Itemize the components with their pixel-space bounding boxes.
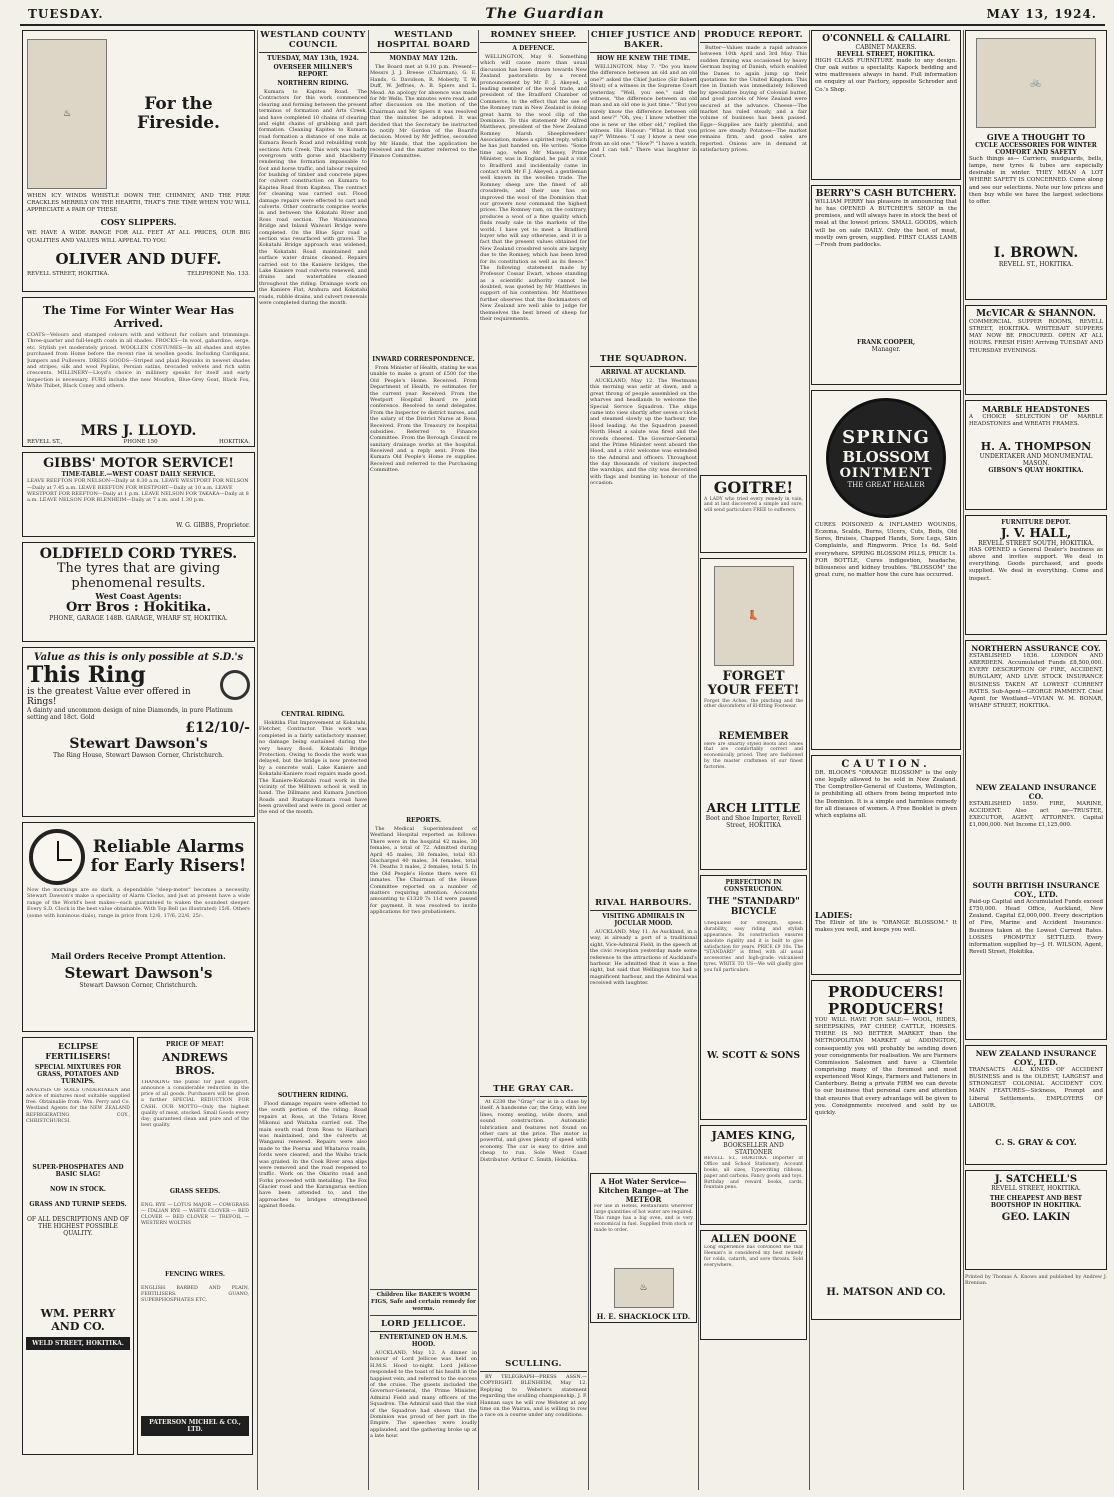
- orr-bros: Orr Bros : Hokitika.: [65, 599, 212, 615]
- paterson-firm: PATERSON MICHEL & CO., LTD.: [141, 1416, 249, 1436]
- blossom-seal-icon: [826, 398, 946, 518]
- ladies-label: LADIES:: [815, 910, 853, 920]
- james-king: JAMES KING,: [711, 1129, 796, 1142]
- squadron-sub: ARRIVAL AT AUCKLAND.: [601, 369, 686, 376]
- james-king-ad: [700, 1125, 807, 1225]
- gray-car-body: At £230 the "Gray" car is in a class by itself. A handsome car, the Gray, with low lines, roomy seating, wide doors, and sound construction. Automatic lubrication and features not found on other cars at the price. The motor is powerful, and gives plenty of speed with economy. The car is easy to drive and cheap to run. Sole West Coast Distributor: Arthur C. Smith, Hokitika.: [480, 1099, 587, 1163]
- andrews-bros-ad: [137, 1037, 253, 1455]
- mcvicar-text: COMMERCIAL SUPPER ROOMS, REVELL STREET, HOKITIKA. WHITEBAIT SUPPERS MAY NOW BE PROCURED. OPEN AT ALL HOURS. FRESH FISH! Arriving TUESDAY AND THURSDAY EVENINGS.: [969, 319, 1103, 354]
- column-rule: [809, 30, 810, 1490]
- column-rule: [588, 30, 589, 1490]
- lloyd-firm: MRS J. LLOYD.: [80, 423, 197, 439]
- hall-firm: J. V. HALL,: [1000, 526, 1072, 540]
- ring-slogan: is the greatest Value ever offered in Rings!: [27, 687, 191, 708]
- baker-worm-figs: Children like BAKER'S WORM FIGS, Safe and certain remedy for worms.: [371, 1292, 476, 1313]
- sculling-body: BY TELEGRAPH—PRESS ASSN.—COPYRIGHT. BLENHEIM, May 12. Replying to Webster's statement regarding the sculling championship, J. P. Hannan says he will row Webster at any time on the Wairau, and is willing to row a race on a course under any conditions.: [480, 1374, 587, 1419]
- ring-address: The Ring House, Stewart Dawson Corner, Christchurch.: [53, 751, 224, 759]
- eclipse-super: SUPER-PHOSPHATES AND BASIC SLAG!: [32, 1164, 124, 1178]
- jellicoe-headline: LORD JELLICOE.: [370, 1319, 477, 1332]
- fireside-ad: [22, 30, 255, 292]
- winter-text: COATS—Velours and stamped colours with and without fur collars and trimmings. Three-quarter and full-length coats in all shades. FROCKS—In wool, gabardine, serge, etc. Stylish yet moderately priced. WOOLLEN COSTUMES—In all shades and styles purchased from Home before the recent rise in woollen goods. Including Cardigans, Jumpers and Pullovers. DRESS GOODS—Striped and plaid Repunks in newest shades and stripes, silk and wool Poplins, Persian satins, brocaded velvets and rich satin crescents. MILLINERY—Lloyd's choice in millinery speaks for itself and early inspection is necessary. FURS include the new Mouflon, Blue-Grey Goat, Black Fox, White Thibet, Black Coney and others.: [27, 332, 250, 390]
- column-2: [259, 30, 367, 1481]
- produce-headline: PRODUCE REPORT.: [700, 30, 807, 43]
- james-sub: BOOKSELLER AND STATIONER: [723, 1142, 784, 1156]
- fireside-range: WE HAVE A WIDE RANGE FOR ALL FEET AT ALL PRICES, OUR BIG QUALITIES AND VALUES WILL APPEAL TO YOU.: [27, 230, 250, 244]
- forget-feet-ad: [700, 558, 807, 870]
- fireside-slogan: WHEN ICY WINDS WHISTLE DOWN THE CHIMNEY, AND THE FIRE CRACKLES MERRILY ON THE HEARTH, THAT'S THE TIME WHEN YOU WILL APPRECIATE A PAIR OF THESE: [27, 193, 250, 214]
- harbours-body: AUCKLAND, May 11. As Auckland, in a way, is already a port of a traditional sight, Vice-Admiral Field, in the speech at the civic reception yesterday made some reference to the attractions of Auckland's harbour. He admitted that it was a fine sight, but said that Wellington too had a magnificent harbour, and the Admiral was received with laughter.: [590, 929, 697, 987]
- meteor-text: For use in Hotels, Restaurants wherever large quantities of hot water are required. This range has a big oven, and is very economical in fuel. Supplied from stock or made to order.: [594, 1204, 693, 1233]
- marble-title: MARBLE HEADSTONES: [982, 404, 1090, 414]
- perry-firm: WM. PERRY AND CO.: [40, 1307, 116, 1333]
- nz-insurance-accident-ad: [965, 1045, 1107, 1165]
- paper-title: The Guardian: [485, 6, 605, 22]
- eclipse-text: ANALYSIS OF SOILS UNDERTAKEN and advice of mixtures most suitable supplied free. Obtainable from: Wm. Perry and Co. Westland Agents for the NEW ZEALAND REFRIGERATING COY., CHRISTCHURCH.: [26, 1088, 130, 1124]
- blossom-ointment-ad: [811, 390, 961, 750]
- chief-justice-body: WELLINGTON, May 7. "Do you know the difference between an old and an old one?" asked the Chief Justice (Sir Robert Stout) of a witness in the Supreme Court yesterday. "Well, you see," said the witness, "the difference between an old man and an old one is just time." "But you surely know the difference between old and new?" "Oh, yes; I know whether the one is new or the other old," replied the witness. His Honour: "What is that you say?" Witness: "I say I know a new one from an old one." "How?" "I have a watch, and I can tell." There was laughter in Court.: [590, 64, 697, 160]
- oconnell-street: REVELL STREET, HOKITIKA.: [836, 51, 936, 58]
- oliver-address: REVELL STREET, HOKITIKA.: [27, 271, 110, 278]
- ring-head: Value as this is only possible at S.D.'s: [33, 652, 244, 663]
- james-text: REVELL ST., HOKITIKA. Importer of Office and School Stationery, Account books, all sizes, Typewriting ribbons, paper and carbons. Fancy goods and toys. Birthday and reward books, cards, fountain pens.: [704, 1156, 803, 1191]
- central-body: Hokitika Flat Improvement at Kokatahi, Fletcher, Contractor. This work was completed in a fairly satisfactory manner, no damage being sustained during the very heavy flood. Kokatahi Bridge Protection. Owing to floods the work was delayed, but the bridge is now protected by a concrete wall. Lake Kaniere and Kokatahi-Kaniere road repairs made good. The Kaniere-Kokatahi road work in the vicinity of the Milltown school is well in hand. The Dillmans and Kumara Junction Roads and Ruatapu-Kumara road have been gravelled and were in good order at the end of the month.: [259, 720, 367, 816]
- furniture-depot: FURNITURE DEPOT.: [1001, 519, 1071, 526]
- slipper-illustration: ♨: [27, 39, 107, 189]
- oldfield-tyres-ad: [22, 542, 255, 642]
- column-7: [811, 30, 961, 1325]
- boot-illustration: 👢: [714, 566, 794, 666]
- forget-text: Forget the Aches, the pinching and the other discomforts of ill-fitting Footwear.: [704, 698, 803, 710]
- lloyd-phone: PHONE 150: [123, 439, 158, 446]
- southern-body: Flood damage repairs were effected to the south portion of the riding. Road repairs at Ross, at the Totara River, Mikonui and Waitaha carried out. The main south road from Ross to Harihari was maintained, and the culverts at Wanganui renewed. Repairs were also made to the Poerua and Whataroa roads, fords were cleared, and the Waiho track was graded. In the Cook River area slips were removed and the road reopened to traffic. Work on the Okarito road and Forks proceeded with metalling. The Fox Glacier road and the Karangarua section have been attended to, and the approaches to bridges strengthened against floods.: [259, 1101, 367, 1210]
- goitre-text: A LADY who tried every remedy in vain, and at last discovered a simple and sure, will send particulars FREE to sufferers.: [704, 496, 803, 514]
- oconnell-ad: [811, 30, 961, 180]
- county-council-headline: WESTLAND COUNTY COUNCIL: [259, 30, 367, 53]
- oldfield-title: OLDFIELD CORD TYRES.: [39, 546, 238, 562]
- hospital-board-headline: WESTLAND HOSPITAL BOARD: [370, 30, 477, 53]
- jellicoe-sub: ENTERTAINED ON H.M.S. HOOD.: [379, 1334, 468, 1349]
- southern-riding: SOUTHERN RIDING.: [277, 1092, 349, 1099]
- inward-body: From Minister of Health, stating he was unable to make a grant of £500 for the Old People's Home. Received. From Department of Health, re estimates for the current year. Received. From the Westport Hospital Board re joint conference. Resolved to send delegates. From the Inspector re district nurses, and the salary of the District Nurse at Ross. Received. From the Treasury re hospital subsidies. Referred to Finance Committee. From the Borough Council re sanitary drainage works at the hospital. Received and a reply sent. From the Kumara Old People's Home re supplies. Received and referred to the Purchasing Committee.: [370, 365, 477, 474]
- blossom-spring: SPRING: [842, 427, 930, 448]
- hall-text: HAS OPENED a General Dealer's business as above and invites support. We deal in everything. Goods purchased, and goods supplied. We deal in everything. Come and inspect.: [969, 547, 1103, 582]
- cycle-text: Such things as— Carriers, mudguards, bells, lamps, new tyres & tubes are especially desirable in winter. THEY MEAN A LOT WHERE SAFETY IS CONCERNED. Come along and see our selections. Note our low prices and then buy while we have the largest selections to offer.: [969, 156, 1103, 205]
- ring-title: This Ring: [27, 662, 146, 688]
- northern-assurance: NORTHERN ASSURANCE COY.: [971, 644, 1101, 653]
- column-rule: [478, 30, 479, 1490]
- lakin-name: GEO. LAKIN: [1001, 1212, 1071, 1223]
- column-6: [700, 30, 807, 1345]
- gibbs-motor-ad: [22, 452, 255, 537]
- berry-text: WILLIAM PERRY has pleasure in announcing that he has OPENED A BUTCHER'S SHOP in the premises, and will always have in stock the best of meat at the lowest prices. SMALL GOODS, which will be on sale DAILY. Only the best of meat, mostly own grown, supplied. FIRST CLASS LAMB—Fresh from paddocks.: [815, 199, 957, 248]
- perry-street: WELD STREET, HOKITIKA.: [26, 1337, 130, 1350]
- fireside-item: COSY SLIPPERS.: [100, 217, 177, 228]
- headstones-ad: [965, 400, 1107, 510]
- lloyd-street: REVELL ST.,: [27, 439, 63, 446]
- oconnell-firm: O'CONNELL & CALLAIRL: [822, 34, 950, 44]
- orr-address: PHONE, GARAGE 148B. GARAGE, WHARF ST, HOKITIKA.: [49, 615, 228, 623]
- standard-text: Unequalled for strength, speed, durability, easy riding and stylish appearance. Its construction ensures absolute rigidity and it is built to give satisfaction for years. PRICE £9 10s. The "STANDARD" is fitted with all usual accessories and high-grade vulcanised tyres. WRITE TO US—We will gladly give you full particulars.: [704, 921, 803, 973]
- jellicoe-body: AUCKLAND, May 12. A dinner in honour of Lord Jellicoe was held on H.M.S. Hood to-night. Lord Jellicoe responded to the toast of his health in the happiest vein, and referred to the success of the cruise. The guests included the Governor-General, the Prime Minister, Admiral Field and many officers of the Squadron. The Admiral said that the visit of the Squadron had shown that the Dominion was proud of her part in the Empire. The speeches were loudly applauded, and the gathering broke up at a late hour.: [370, 1350, 477, 1440]
- hospital-date: MONDAY MAY 12th.: [389, 55, 458, 62]
- insurance-ads: [965, 640, 1107, 1040]
- arch-address: Boot and Shoe Importer, Revell Street, HOKITIKA: [705, 814, 802, 829]
- county-sub2: NORTHERN RIDING.: [277, 80, 349, 87]
- hall-furniture-ad: [965, 515, 1107, 635]
- winter-wear-ad: [22, 297, 255, 447]
- allen-text: Long experience has convinced me that Heenan's is considered my best remedy for colds, catarrh, and sore throats. Sold everywhere.: [704, 1245, 803, 1268]
- gibbs-timetable: LEAVE REEFTON FOR NELSON—Daily at 8.30 a.m. LEAVE WESTPORT FOR NELSON—Daily at 7.45 a.m. LEAVE REEFTON FOR WESTPORT—Daily at 10 a.m. LEAVE WESTPORT FOR REEFTON—Daily at 1 p.m. LEAVE NELSON FOR TAKAKA—Daily at 8 a.m. LEAVE NELSON FOR BLENHEIM—Daily at 7 a.m. and 1.30 p.m.: [27, 478, 249, 504]
- caution-text: DR. BLOOM'S "ORANGE BLOSSOM" is the only one legally allowed to be sold in New Zealand. The Comptroller-General of Customs, Wellington, is prohibiting all others from being imported into the Dominion. It is a simple and harmless remedy for all diseases of women. A Free Booklet is given which explains all.: [815, 770, 957, 819]
- standard-title: THE "STANDARD" BICYCLE: [707, 897, 800, 917]
- ring-firm: Stewart Dawson's: [69, 735, 208, 752]
- satchell-street: REVELL STREET, HOKITIKA.: [991, 1185, 1081, 1192]
- frank-cooper: FRANK COOPER,: [856, 339, 916, 346]
- eclipse-seeds: OF ALL DESCRIPTIONS AND OF THE HIGHEST POSSIBLE QUALITY.: [27, 1216, 129, 1237]
- county-body: Kumara to Kapitea Road. The Contractors for this work commenced clearing and forming between the present terminus of formation and Arts Creek, and have completed 10 chains of clearing and eight chains of grubbing and part formation. Cleaning Kapitea to Kumara road formation a distance of one mile at Kumara Beach Road and rebuilding sunk sections Arts Creek. This work was badly overgrown with gorse and blackberry rendering the formation impassable to foot and horse traffic, and labour required for bushing of timber and concrete pipes for culvert construction on Kumara to Kapitea Road from Kapitea. The contract for cleaning was carried out. Flood damage repairs were effected to cart and culverts. Other contracts comprise works in and between the Kokatahi River and Ross road section. The Wainiwaniwa Bridge and Inland Waiwari Bridge were completed. On the Blue Spur road a section was resurfaced with gravel. The Kokatahi Bridge approach was widened, the Kokatahi Road maintained and surface water drains cleaned. Repairs carried out to the Kaniere bridges, the Lake Kaniere road culverts renewed, and drains and watertables cleaned throughout the riding. Drainage work on the Kaniere Flat, Arahura and Kokatahi roads, rubble drains, and culvert renewals were completed during the month.: [259, 89, 367, 306]
- fireside-title: For the Fireside.: [137, 94, 220, 133]
- producers-title: PRODUCERS! PRODUCERS!: [827, 983, 945, 1018]
- alarm-clock-ad: [22, 822, 255, 1032]
- oliver-duff-firm: OLIVER AND DUFF.: [55, 249, 222, 268]
- satchell-firm: J. SATCHELL'S: [994, 1174, 1078, 1185]
- sculling-headline: SCULLING.: [480, 1359, 587, 1372]
- meteor-title: A Hot Water Service—Kitchen Range—at The METEOR: [598, 1177, 689, 1204]
- eclipse-special: SPECIAL MIXTURES FOR GRASS, POTATOES AND TURNIPS.: [34, 1064, 122, 1085]
- ring-icon: [220, 670, 250, 700]
- inward-corr: INWARD CORRESPONDENCE.: [372, 356, 475, 363]
- harbours-sub: VISITING ADMIRALS IN JOCULAR MOOD.: [602, 913, 685, 927]
- allen-doone: ALLEN DOONE: [711, 1234, 796, 1245]
- lloyd-town: HOKITIKA.: [218, 439, 250, 446]
- bottom-ads: [22, 1037, 255, 1457]
- goitre-ad: [700, 475, 807, 553]
- fencing-wires: FENCING WIRES.: [165, 1271, 225, 1278]
- issue-date: MAY 13, 1924.: [986, 7, 1097, 21]
- forget-title: FORGET YOUR FEET!: [707, 669, 800, 699]
- squadron-headline: THE SQUADRON.: [590, 354, 697, 367]
- frank-sub: Manager.: [871, 346, 901, 353]
- matson-firm: H. MATSON AND CO.: [826, 1287, 946, 1298]
- oldfield-slogan: The tyres that are giving phenomenal results.: [56, 561, 221, 591]
- gibbs-sub: TIME-TABLE.—WEST COAST DAILY SERVICE.: [61, 471, 216, 479]
- hospital-body: The Board met at 8.10 p.m. Present—Messrs J. J. Breese (Chairman), G. E. Hands, G. Davidson, R. Moberly, T. W. Duff, W. Jeffries, A. B. Spiers and L. Mead. An apology for absence was made for Mr Wells. The minutes were read, and after discussion on the motion of the Chairman and Mr Spiers it was resolved that the minutes be adopted. It was decided that the Secretary be instructed to notify Mr Gordon of the Board's decision. Moved by Mr Jeffries, seconded by Mr Hands, that the application be received and the matter referred to the Finance Committee.: [370, 64, 477, 160]
- oconnell-text: HIGH CLASS FURNITURE made to any design. Our oak suites a speciality. Kapock bedding and wire mattresses always in hand. Full information on enquiry at our Factory, opposite Schroder and Co.'s Shop.: [815, 58, 957, 93]
- ladies-text: The Elixir of life is "ORANGE BLOSSOM." It makes you well, and keeps you well.: [815, 920, 957, 934]
- column-rule: [698, 30, 699, 1490]
- producers-text: YOU WILL HAVE FOR SALE:— WOOL, HIDES, SHEEPSKINS, FAT CHEEP, CATTLE, HORSES. THERE IS NO BETTER MARKET than the METROPOLITAN MARKET at ADDINGTON, consequently you will probably be sending down your consignments for realisation. We are Farmers Commission Salesmen and have a Clientele comprising many of the foremost and most experienced Wool Kings, Farmers and Fatteners in Canterbury. Being a private FIRM we can devote to our business that personal care and attention that ensures that every advantage will be given to you. Consignments received and sold by us quickly.: [815, 1017, 957, 1116]
- eclipse-fertiliser-ad: [22, 1037, 134, 1455]
- nz-insurance-2: NEW ZEALAND INSURANCE COY., LTD.: [975, 1049, 1097, 1067]
- remember-text: Here are smartly styled Boots and Shoes that are comfortably correct and economically priced. They are fashioned by the master craftsmen of our finest factories.: [704, 741, 803, 771]
- harbours-headline: RIVAL HARBOURS.: [590, 898, 697, 911]
- berry-title: BERRY'S CASH BUTCHERY.: [815, 189, 957, 199]
- producers-ad: [811, 980, 961, 1320]
- chief-justice-headline: CHIEF JUSTICE AND BAKER.: [590, 30, 697, 53]
- ring-desc: A dainty and uncommon design of nine Diamonds, in pure Platinum setting and 18ct. Gold: [27, 707, 233, 722]
- column-8: [965, 30, 1107, 1287]
- meteor-range-illustration: ♨: [614, 1268, 674, 1308]
- shacklock-firm: H. E. SHACKLOCK LTD.: [596, 1312, 691, 1321]
- blossom-ointment: OINTMENT: [839, 466, 933, 481]
- gibson-quay: GIBSON'S QUAY HOKITIKA.: [988, 467, 1084, 474]
- goitre-title: GOITRE!: [713, 478, 794, 497]
- ring-ad: [22, 647, 255, 817]
- reports-head: REPORTS.: [406, 817, 441, 824]
- bicycle-illustration: 🚲: [976, 38, 1096, 128]
- produce-body: Butter—Values made a rapid advance between 10th April and 3rd May. This sudden firming was occasioned by heavy German buying of Danish, which enabled the Danes to again jump up their quotations for the United Kingdom. This rise in Danish was immediately followed by speculative buying of Colonial butter, and good parcels of New Zealand were secured at the advance. Cheese—The market has ruled steady, and a fair volume of business has been passed. Eggs—Supplies are fairly plentiful, and prices are steady. Potatoes—The market remains firm, and good sales are reported. Onions are in demand at satisfactory prices.: [700, 45, 807, 154]
- masthead: [20, 4, 1105, 26]
- nz-insurance: NEW ZEALAND INSURANCE CO.: [975, 783, 1097, 801]
- oliver-phone: TELEPHONE No. 133.: [187, 271, 250, 278]
- standard-bicycle-ad: [700, 875, 807, 1120]
- caution-title: CAUTION.: [841, 759, 931, 770]
- blossom-text: CURES POISONED & INFLAMED WOUNDS, Eczema, Scalds, Burns, Ulcers, Cuts, Boils, Old Sores, Bruises, Chapped Hands, Sore Legs, Skin Complaints, and Ringworm. Price 1s 6d. Sold everywhere. SPRING BLOSSOM PILLS, PRICE 1s. FOR BOTTLE, Cures indigestion, headache, biliousness and kidney troubles. "BLOSSOM" the great cure, no matter how the cure has occurred.: [815, 522, 957, 578]
- brown-firm: I. BROWN.: [993, 245, 1079, 261]
- romney-body: WELLINGTON, May 9. Something which will cause more than usual discussion has been drawn towards New Zealand pastoralists by a recent pronouncement by Mr F. J. Akeyed, a leading member of the wool trade, and president of the Bradford Chamber of Commerce, to the effect that the use of the Romney ram in New Zealand is doing great harm to the wool clip of the Dominion. To this statement Mr Alfred Matthews, president of the New Zealand Romney Marsh Sheepbreeders' Association, makes a spirited reply, which he has just handed on. He writes: "Some time ago, when Mr Massey, Prime Minister, was in England, he paid a visit to Bradford and incidentally came in contact with Mr F. J. Akeyed, a gentleman well known in the woollen trade. The Romney sheep are the finest of all crossbreds, and their use has so improved the wool of the Dominion that our growers now command the highest prices. The Romney ram, on the contrary, produces a wool of a fine quality which finds ready sale in the markets of the world. I have yet to meet a Bradford buyer who will say otherwise, and it is a fact that the present values obtained for New Zealand crossbred wools are largely due to the Romney, which has been bred for its constitution as well as its fleece." The following statement made by Professor Cossar Ewart, whose standing as a scientific authority cannot be doubted, was quoted by Mr Matthews in support of his contention. Mr Matthews further observes that the flockmasters of New Zealand are well able to judge for themselves the best breed of sheep for their requirements.: [480, 54, 587, 323]
- alarm-clock-icon: [29, 829, 85, 885]
- southb-text: Paid-up Capital and Accumulated Funds exceed £750,000. Head Office, Auckland, New Zealand. Capital £2,000,000. Every description of Fire, Marine and Accident Insurance. Business taken at the Lowest Current Rates. LOSSES PROMPTLY SETTLED. Every information supplied by—J. H. WILSON, Agent, Revell Street, Hokitika.: [969, 899, 1103, 955]
- fencing-text: ENGLISH BARBED AND PLAIN, FERTILISERS. GUANO, SUPERPHOSPHATES ETC.: [141, 1286, 249, 1304]
- winter-title: The Time For Winter Wear Has Arrived.: [43, 304, 234, 330]
- mcvicar-firm: McVICAR & SHANNON.: [976, 309, 1096, 319]
- column-rule: [963, 30, 964, 1490]
- seed-list: ENG. RYE — LOTUS MAJOR — COWGRASS — ITALIAN RYE — WHITE CLOVER — RED CLOVER — RED CLOVER — TREFOIL — WESTERN WOLTHS: [141, 1203, 249, 1227]
- remember-title: REMEMBER: [718, 730, 789, 742]
- oldfield-agents: West Coast Agents:: [95, 590, 182, 601]
- romney-headline: ROMNEY SHEEP.: [480, 30, 587, 43]
- cycle-accessories: CYCLE ACCESSORIES FOR WINTER COMFORT AND SAFETY: [975, 142, 1097, 156]
- alarm-address: Stewart Dawson Corner, Christchurch.: [79, 981, 198, 989]
- alarm-title: Reliable Alarms for Early Risers!: [90, 837, 247, 876]
- blossom-healer: THE GREAT HEALER: [847, 481, 925, 489]
- ring-price: £12/10/-: [185, 720, 250, 737]
- bootshop-text: THE CHEAPEST AND BEST BOOTSHOP IN HOKITIKA.: [989, 1195, 1083, 1209]
- brown-street: REVELL ST., HOKITIKA.: [998, 261, 1074, 269]
- squadron-body: AUCKLAND, May 12. The Westmans this morning was astir at dawn, and a great throng of people assembled on the wharves and headlands to welcome the Special Service Squadron. The ships came into view shortly after seven o'clock and steamed slowly up the harbour, the Hood leading. As the Squadron passed North Head a salute was fired and the crowds cheered. The Governor-General and the Prime Minister went aboard the Hood, and a civic welcome was extended to the Admiral and officers. Throughout the day thousands of visitors inspected the warships, and the city was decorated with flags and bunting in honour of the occasion.: [590, 378, 697, 487]
- northern-text: ESTABLISHED 1836. LONDON AND ABERDEEN. Accumulated Funds £8,500,000. EVERY DESCRIPTION OF FIRE, ACCIDENT, BURGLARY, AND LIVE STOCK INSURANCE BUSINESS TAKEN AT LOWEST CURRENT RATES. Sub-Agent—GEORGE PAMMENT. Chief Agent for Westland—VIVIAN W. M. BONAR, WHARF STREET, HOKITIKA.: [969, 653, 1103, 709]
- blossom-name: BLOSSOM: [842, 448, 930, 466]
- caution-ad: [811, 755, 961, 975]
- grass-seeds: GRASS SEEDS.: [169, 1188, 221, 1195]
- nzins-text: ESTABLISHED 1859. FIRE, MARINE, ACCIDENT. Also act as—TRUSTEE, EXECUTOR, AGENT, ATTORNEY. Capital £1,000,000. Net Income £1,125,000.: [969, 801, 1103, 829]
- column-3: [370, 30, 477, 1497]
- romney-sub: A DEFENCE.: [512, 45, 555, 52]
- berry-butchery-ad: [811, 185, 961, 385]
- column-4: [480, 30, 587, 1497]
- county-sub: OVERSEER MILLNER'S REPORT.: [273, 64, 353, 78]
- column-5: [590, 30, 697, 1328]
- arch-little: ARCH LITTLE: [706, 800, 801, 815]
- column-1: [22, 30, 255, 1457]
- oconnell-sub: CABINET MAKERS.: [855, 44, 917, 51]
- andrews-title: ANDREWS BROS.: [162, 1051, 228, 1077]
- eclipse-stock: NOW IN STOCK.: [49, 1186, 107, 1193]
- south-british: SOUTH BRITISH INSURANCE COY., LTD.: [972, 881, 1100, 899]
- give-thought: GIVE A THOUGHT TO: [986, 132, 1086, 142]
- gray-car-headline: THE GRAY CAR.: [480, 1084, 587, 1097]
- reports-body: The Medical Superintendent of Westland Hospital reported as follows: There were in the hospital 42 males, 30 females, a total of 72. Admitted during April 45 males, 38 females, total 83. Discharged 40 males, 34 females, total 74. Deaths 3 males, 2 females, total 5. In the Old People's Home there were 61 inmates. The Chairman of the House Committee reported on a number of matters requiring attention. Accounts amounting to £1320 7s 11d were passed for payment. It was resolved to invite applications for two probationers.: [370, 826, 477, 916]
- gray-coy: C. S. GRAY & COY.: [995, 1137, 1077, 1147]
- eclipse-grass: GRASS AND TURNIP SEEDS.: [29, 1201, 127, 1208]
- andrews-text: THANKING the public for past support, announce a considerable reduction in the price of all goods. Purchasers will be given a further SPECIAL REDUCTION FOR CASH. OUR MOTTO—Only the highest quality of meat, stocked. Small Goods every day; guaranteed clean and pure and of the best quality.: [141, 1080, 249, 1128]
- thompson-sub: UNDERTAKER AND MONUMENTAL MASON.: [979, 453, 1093, 467]
- meteor-boiler-ad: [590, 1173, 697, 1323]
- nz2-text: TRANSACTS ALL KINDS OF ACCIDENT BUSINESS and is the OLDEST, LARGEST and STRONGEST COLONIAL ACCIDENT COY. MAIN FEATURES—Sickness, Prompt and Liberal Settlements. EMPLOYERS OF LABOUR.: [969, 1067, 1103, 1109]
- column-rule: [368, 30, 369, 1490]
- scott-sons: W. SCOTT & SONS: [706, 1051, 800, 1061]
- chief-justice-sub: HOW HE KNEW THE TIME.: [596, 55, 691, 62]
- issue-day: TUESDAY.: [28, 7, 104, 21]
- marble-text: A CHOICE SELECTION OF MARBLE HEADSTONES and WREATH FRAMES.: [969, 414, 1103, 428]
- county-date: TUESDAY, MAY 13th, 1924.: [267, 55, 359, 62]
- allen-doone-ad: [700, 1230, 807, 1340]
- satchell-ad: [965, 1170, 1107, 1270]
- gibbs-title: GIBBS' MOTOR SERVICE!: [43, 456, 234, 471]
- meat-price: PRICE OF MEAT!: [166, 1041, 224, 1048]
- alarm-text: Now the mornings are so dark, a dependable "sleep-meter" becomes a necessity. Stewart Dawson's make a speciality of Alarm Clocks, and just at present have a wide range of the World's best makes—each guaranteed to waken the soundest sleeper. Every S.D. Clock is the best value obtainable. With Top Bell (as illustrated) 15/6. Others (some with luminous dials), range in price from 12/6, 17/6, 22/6, 25/-.: [27, 887, 250, 919]
- eclipse-title: ECLIPSE FERTILISERS!: [45, 1041, 111, 1061]
- alarm-mail: Mail Orders Receive Prompt Attention.: [51, 951, 226, 961]
- thompson-firm: H. A. THOMPSON: [980, 440, 1092, 453]
- alarm-firm: Stewart Dawson's: [64, 964, 213, 982]
- mcvicar-ad: [965, 305, 1107, 395]
- central-riding: CENTRAL RIDING.: [281, 711, 345, 718]
- column-rule: [257, 30, 258, 1490]
- cycle-accessories-ad: [965, 30, 1107, 300]
- perfection-text: PERFECTION IN CONSTRUCTION.: [724, 879, 783, 893]
- gibbs-owner: W. G. GIBBS, Proprietor.: [176, 522, 250, 530]
- imprint-text: Printed by Thomas A. Knows and published by Andrew J. Brennan.: [965, 1275, 1107, 1287]
- hall-street: REVELL STREET SOUTH, HOKITIKA.: [978, 540, 1094, 547]
